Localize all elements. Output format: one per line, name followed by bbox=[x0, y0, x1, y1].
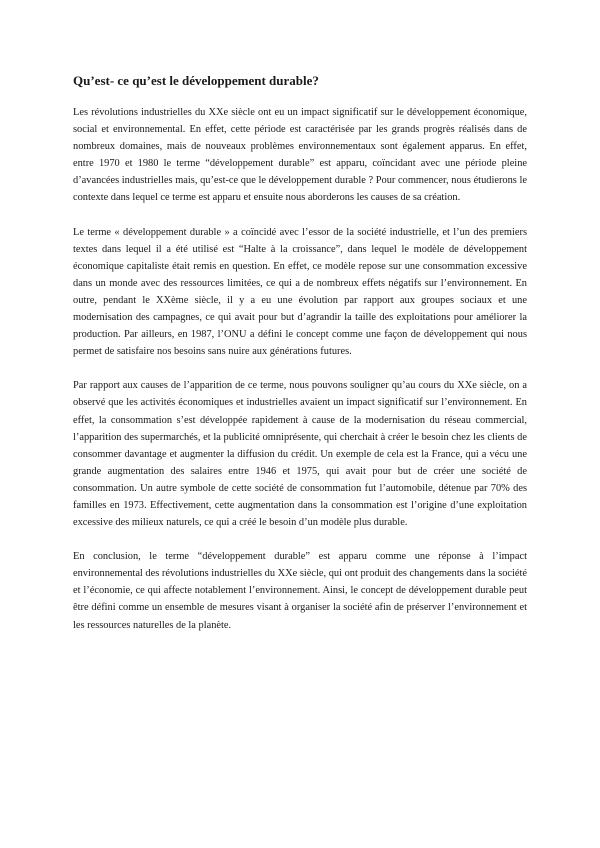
paragraph-introduction: Les révolutions industrielles du XXe siècle ont eu un impact significatif sur le développement économique, social et environnemental. En effet, cette période est caractérisée par les grands progrès réalisés dans de nombreux domaines, mais de nouveaux problèmes environnementaux sont également apparus. En effet, entre 1970 et 1980 le terme “développement durable” est apparu, coïncidant avec une période pleine d’avancées industrielles mais, qu’est-ce que le développement durable ? Pour commencer, nous étudierons le contexte dans lequel ce terme est apparu et ensuite nous aborderons les causes de sa création. bbox=[73, 107, 527, 204]
paragraph-context: Le terme « développement durable » a coïncidé avec l’essor de la société industrielle, et l’un des premiers textes dans lequel il a été utilisé est “Halte à la croissance”, dans lequel le modèle de développement économique capitaliste était remis en question. En effet, ce modèle repose sur une consommation excessive dans un monde avec des ressources limitées, ce qui a de nombreux effets négatifs sur l’environnement. En outre, pendant le XXème siècle, il y a eu une évolution par rapport aux groupes sociaux et une modernisation des campagnes, ce qui avait pour but d’agrandir la taille des exploitations pour améliorer la production. Par ailleurs, en 1987, l’ONU a défini le concept comme une façon de développement qui nous permet de satisfaire nos besoins sans nuire aux générations futures. bbox=[73, 226, 527, 358]
paragraph-causes: Par rapport aux causes de l’apparition de ce terme, nous pouvons souligner qu’au cours du XXe siècle, on a observé que les activités économiques et industrielles avaient un impact significatif sur l’environnement. En effet, la consommation s’est développée rapidement à cause de la modernisation du réseau commercial, l’apparition des supermarchés, et la publicité omniprésente, qui cherchait à créer le besoin chez les clients de consommer davantage et augmenter la diffusion du crédit. Un exemple de cela est la France, qui a vécu une grande augmentation des salaires entre 1946 et 1975, qui avait pour but de créer une société de consommation. Un autre symbole de cette société de consommation fut l’automobile, détenue par 70% des familles en 1973. Effectivement, cette augmentation dans la consommation est l’origine d’une exploitation excessive des milieux naturels, ce qui a créé le besoin d’un modèle plus durable. bbox=[73, 380, 527, 529]
document-body bbox=[73, 72, 527, 651]
paragraph-conclusion: En conclusion, le terme “développement durable” est apparu comme une réponse à l’impact environnemental des révolutions industrielles du XXe siècle, qui ont produit des changements dans la société et l’économie, ce qui affecte notablement l’environnement. Ainsi, le concept de développement durable peut être défini comme un ensemble de mesures visant à organiser la société afin de préserver l’environnement et les ressources naturelles de la planète. bbox=[73, 551, 527, 631]
document-title: Qu’est- ce qu’est le développement durable? bbox=[73, 73, 319, 88]
